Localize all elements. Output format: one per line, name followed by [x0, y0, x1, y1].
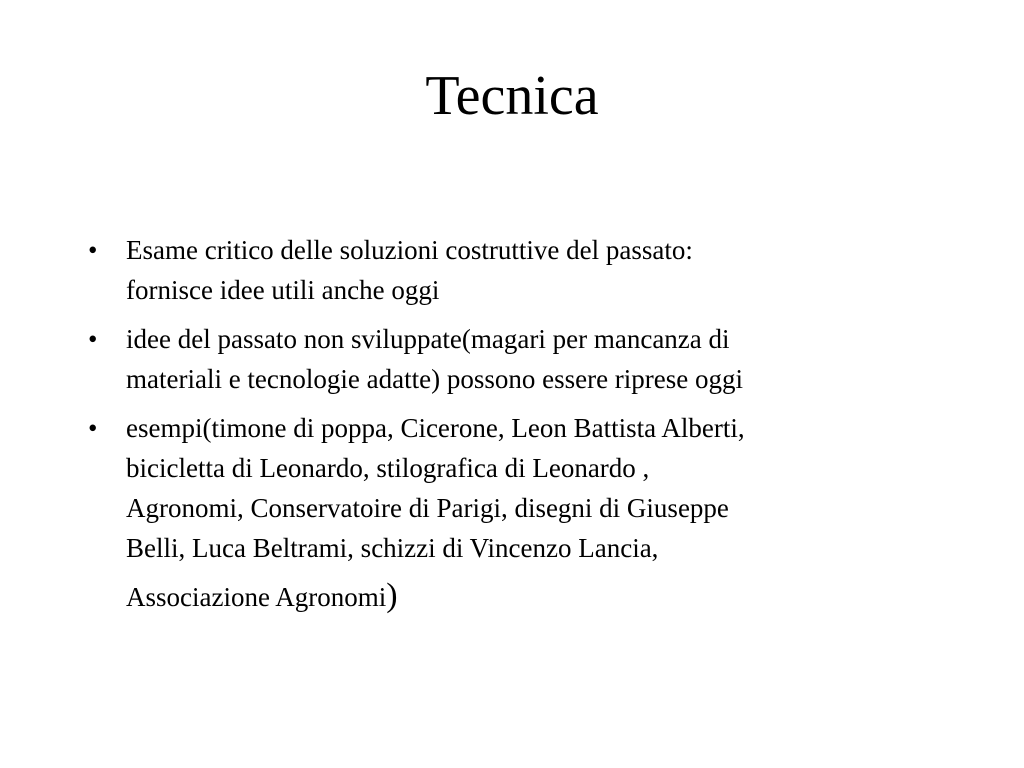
bullet-text-line: idee del passato non sviluppate(magari per mancanza di	[126, 324, 730, 354]
bullet-text-line	[126, 568, 928, 625]
bullet-text-line: bicicletta di Leonardo, stilografica di Leonardo ,	[126, 453, 650, 483]
bullet-text-line: materiali e tecnologie adatte) possono essere riprese oggi	[126, 364, 744, 394]
bullet-marker: •	[88, 413, 98, 443]
bullet-marker: •	[88, 235, 98, 265]
closing-parenthesis: )	[386, 577, 398, 614]
bullet-text-fragment: Associazione Agronomi	[126, 582, 387, 612]
bullet-marker: •	[88, 324, 98, 354]
bullet-text-line: fornisce idee utili anche oggi	[126, 275, 440, 305]
bullet-item	[88, 230, 928, 310]
bullet-item	[88, 319, 928, 399]
bullet-text-line: Agronomi, Conservatoire di Parigi, disegni di Giuseppe	[126, 493, 729, 523]
bullet-text-line: Esame critico delle soluzioni costruttive del passato:	[126, 235, 693, 265]
bullet-text-line: esempi(timone di poppa, Cicerone, Leon Battista Alberti,	[126, 413, 745, 443]
slide-title: Tecnica	[425, 65, 599, 127]
bullet-item	[88, 408, 928, 625]
bullet-text-line: Belli, Luca Beltrami, schizzi di Vincenzo Lancia,	[126, 533, 659, 563]
bullet-list	[88, 230, 928, 634]
